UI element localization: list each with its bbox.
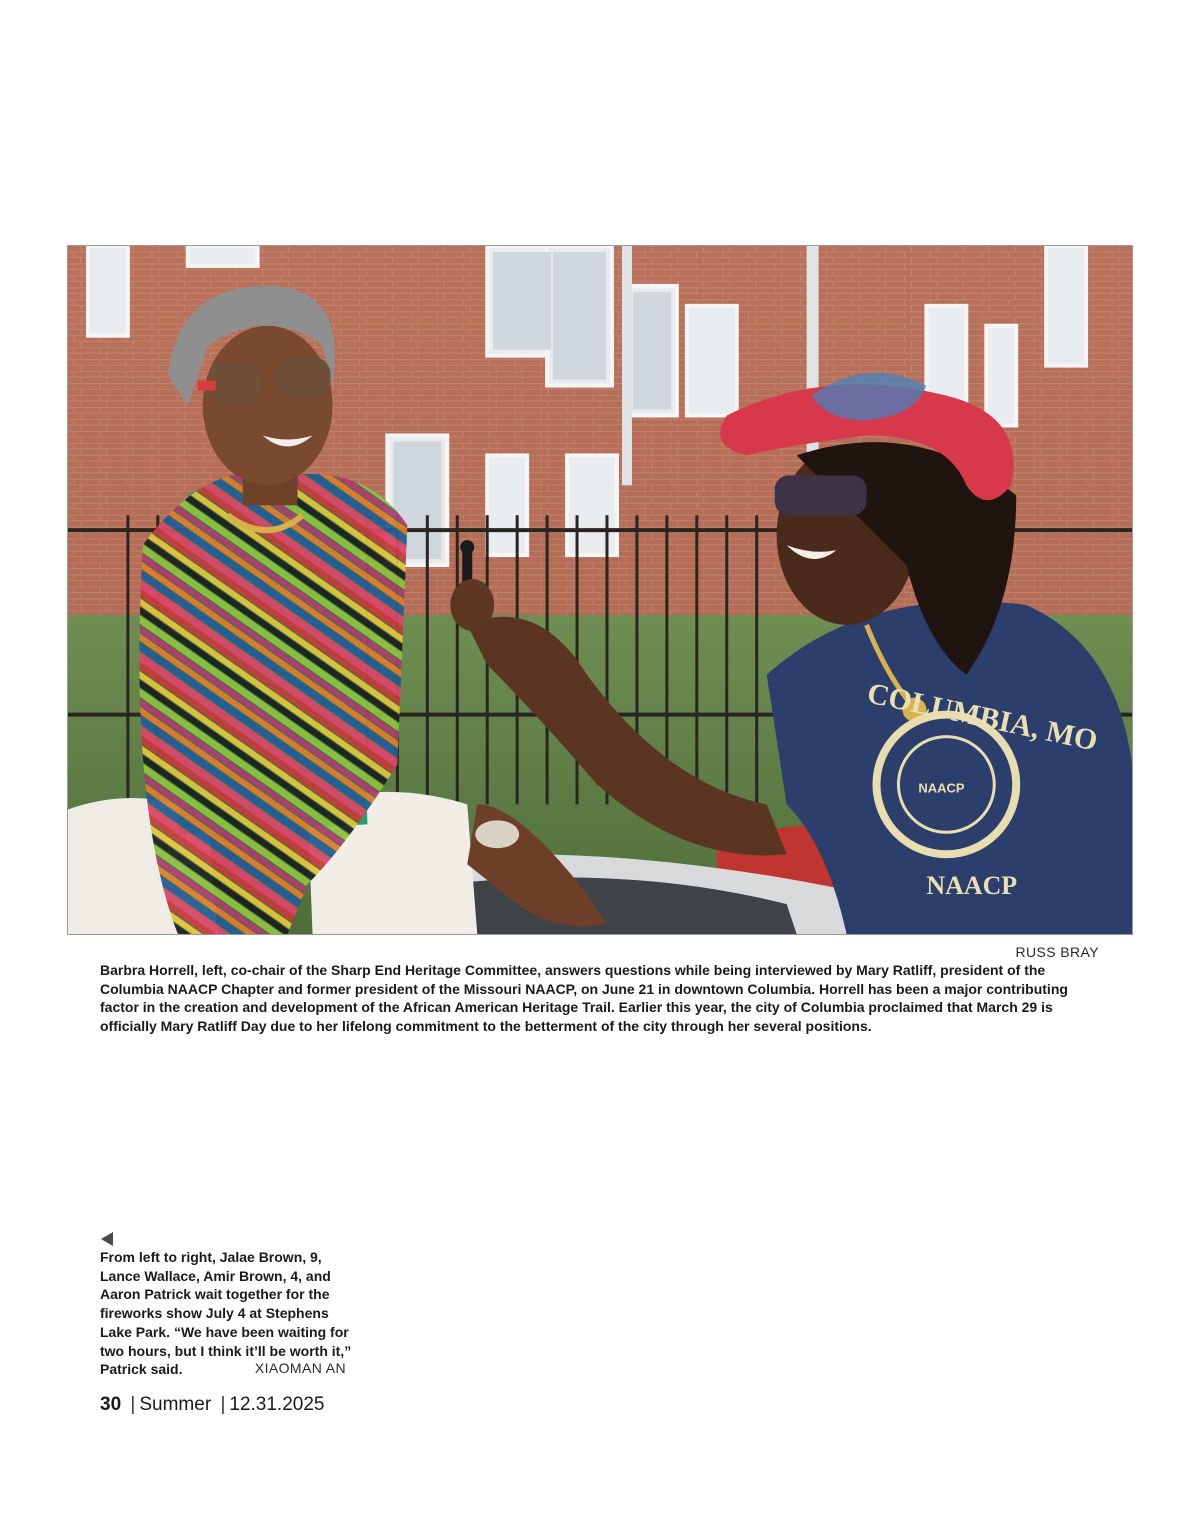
photo-credit-main: RUSS BRAY (1015, 944, 1099, 960)
shirt-arc-text: COLUMBIA, MO (864, 676, 1101, 758)
shirt-bottom-text: NAACP (926, 871, 1018, 901)
page-footer (100, 1394, 324, 1416)
photo-caption-side: From left to right, Jalae Brown, 9, Lance Wallace, Amir Brown, 4, and Aaron Patrick wait together for the fireworks show July 4 at Stephens Lake Park. “We have been waiting for two hours, but I think it’ll be worth it,” Patrick said. (100, 1249, 352, 1378)
footer-separator-2: | (220, 1394, 226, 1415)
main-photo-illustration (68, 246, 1132, 934)
triangle-left-icon (101, 1232, 113, 1246)
main-photo (67, 245, 1133, 935)
footer-section: Summer (139, 1394, 212, 1415)
shirt-seal-text: NAACP (918, 780, 965, 796)
photo-credit-side: XIAOMAN AN (254, 1360, 346, 1376)
page-number: 30 (100, 1394, 122, 1415)
photo-caption-main: Barbra Horrell, left, co-chair of the Sharp End Heritage Committee, answers questions while being interviewed by Mary Ratliff, president of the Columbia NAACP Chapter and former president of the Missouri NAACP, on June 21 in downtown Columbia. Horrell has been a major contributing factor in the creation and development of the African American Heritage Trail. Earlier this year, the city of Columbia proclaimed that March 29 is officially Mary Ratliff Day due to her lifelong commitment to the betterment of the city through her several positions. (100, 962, 1068, 1034)
footer-separator-1: | (130, 1394, 136, 1415)
footer-date: 12.31.2025 (229, 1394, 325, 1415)
